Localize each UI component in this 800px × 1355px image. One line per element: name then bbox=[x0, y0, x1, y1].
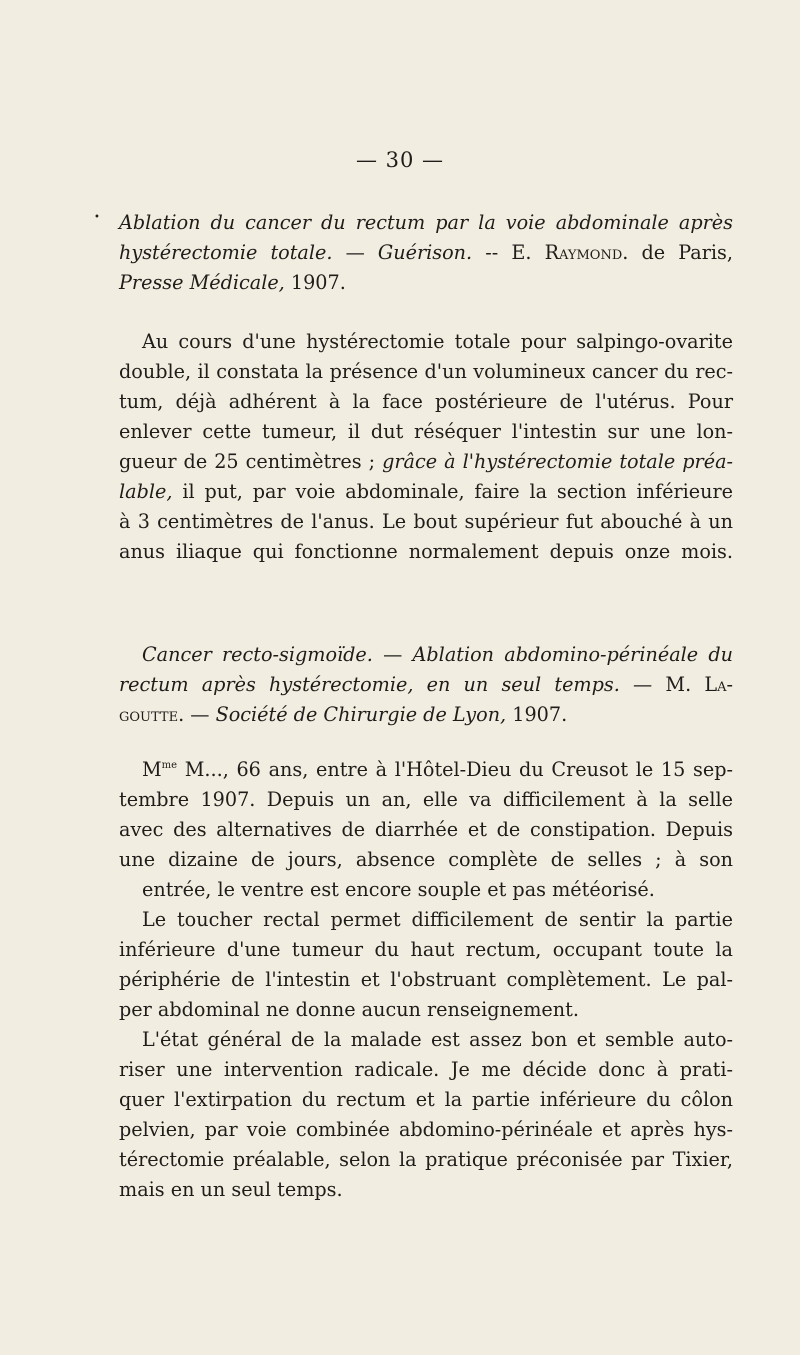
para1-line: tum, déjà adhérent à la face postérieure de l'utérus. Pour bbox=[119, 390, 733, 413]
para1-line: à 3 centimètres de l'anus. Le bout supérieur fut abouché à un bbox=[119, 510, 733, 533]
page-number: — 30 — bbox=[355, 148, 445, 172]
reference-lagoutte bbox=[119, 640, 733, 730]
para2-line: pelvien, par voie combinée abdomino-périnéale et après hys- bbox=[119, 1118, 733, 1141]
para2-line: per abdominal ne donne aucun renseignement. bbox=[119, 998, 579, 1021]
para2-line: entrée, le ventre est encore souple et pas météorisé. bbox=[142, 878, 655, 901]
para2-line: $M^{me}$ M..., 66 ans, entre à l'Hôtel-Dieu du Creusot le 15 sep- bbox=[142, 758, 733, 781]
reference-raymond bbox=[119, 208, 733, 298]
ref2-title-line1: Cancer recto-sigmoïde. — Ablation abdomino-périnéale du bbox=[142, 643, 733, 666]
ref1-author: Raymond bbox=[544, 241, 623, 264]
para2-line: térectomie préalable, selon la pratique préconisée par Tixier, bbox=[119, 1148, 733, 1171]
ref2-society: Société de Chirurgie de Lyon, bbox=[215, 703, 507, 726]
para2-line: inférieure d'une tumeur du haut rectum, occupant toute la bbox=[119, 938, 733, 961]
para2-line: périphérie de l'intestin et l'obstruant complètement. Le pal- bbox=[119, 968, 733, 991]
ref1-title-line1: Ablation du cancer du rectum par la voie abdominale après bbox=[119, 211, 733, 234]
margin-bullet: • bbox=[94, 212, 100, 223]
para1-line: Au cours d'une hystérectomie totale pour salpingo-ovarite bbox=[142, 330, 733, 353]
case-report-paragraph bbox=[119, 755, 733, 1205]
para1-line: gueur de 25 centimètres ; grâce à l'hystérectomie totale préa- bbox=[119, 450, 733, 473]
ref1-journal: Presse Médicale, bbox=[119, 271, 285, 294]
para1-line: double, il constata la présence d'un volumineux cancer du rec- bbox=[119, 360, 733, 383]
abstract-paragraph-1 bbox=[119, 327, 733, 567]
para2-line: riser une intervention radicale. Je me décide donc à prati- bbox=[119, 1058, 733, 1081]
ref2-line3: goutte. — Société de Chirurgie de Lyon, 1907. bbox=[119, 703, 568, 726]
para2-line: avec des alternatives de diarrhée et de constipation. Depuis bbox=[119, 818, 733, 841]
para2-line: quer l'extirpation du rectum et la partie inférieure du côlon bbox=[119, 1088, 733, 1111]
ref1-line2: hystérectomie totale. — Guérison. -- E. Raymond. de Paris, bbox=[119, 241, 733, 264]
para2-line: une dizaine de jours, absence complète de selles ; à son bbox=[119, 848, 733, 871]
ref1-line3: Presse Médicale, 1907. bbox=[119, 271, 346, 294]
ref2-author: La- bbox=[704, 673, 733, 696]
para1-line: lable, il put, par voie abdominale, faire la section inférieure bbox=[119, 480, 733, 503]
para2-line: tembre 1907. Depuis un an, elle va difficilement à la selle bbox=[119, 788, 733, 811]
para2-line: Le toucher rectal permet difficilement de sentir la partie bbox=[142, 908, 733, 931]
para2-line: L'état général de la malade est assez bon et semble auto- bbox=[142, 1028, 733, 1051]
para2-line: mais en un seul temps. bbox=[119, 1178, 343, 1201]
ref2-line2: rectum après hystérectomie, en un seul temps. — M. La- bbox=[119, 673, 733, 696]
para1-line: enlever cette tumeur, il dut réséquer l'intestin sur une lon- bbox=[119, 420, 733, 443]
para1-line: anus iliaque qui fonctionne normalement depuis onze mois. bbox=[119, 540, 733, 563]
